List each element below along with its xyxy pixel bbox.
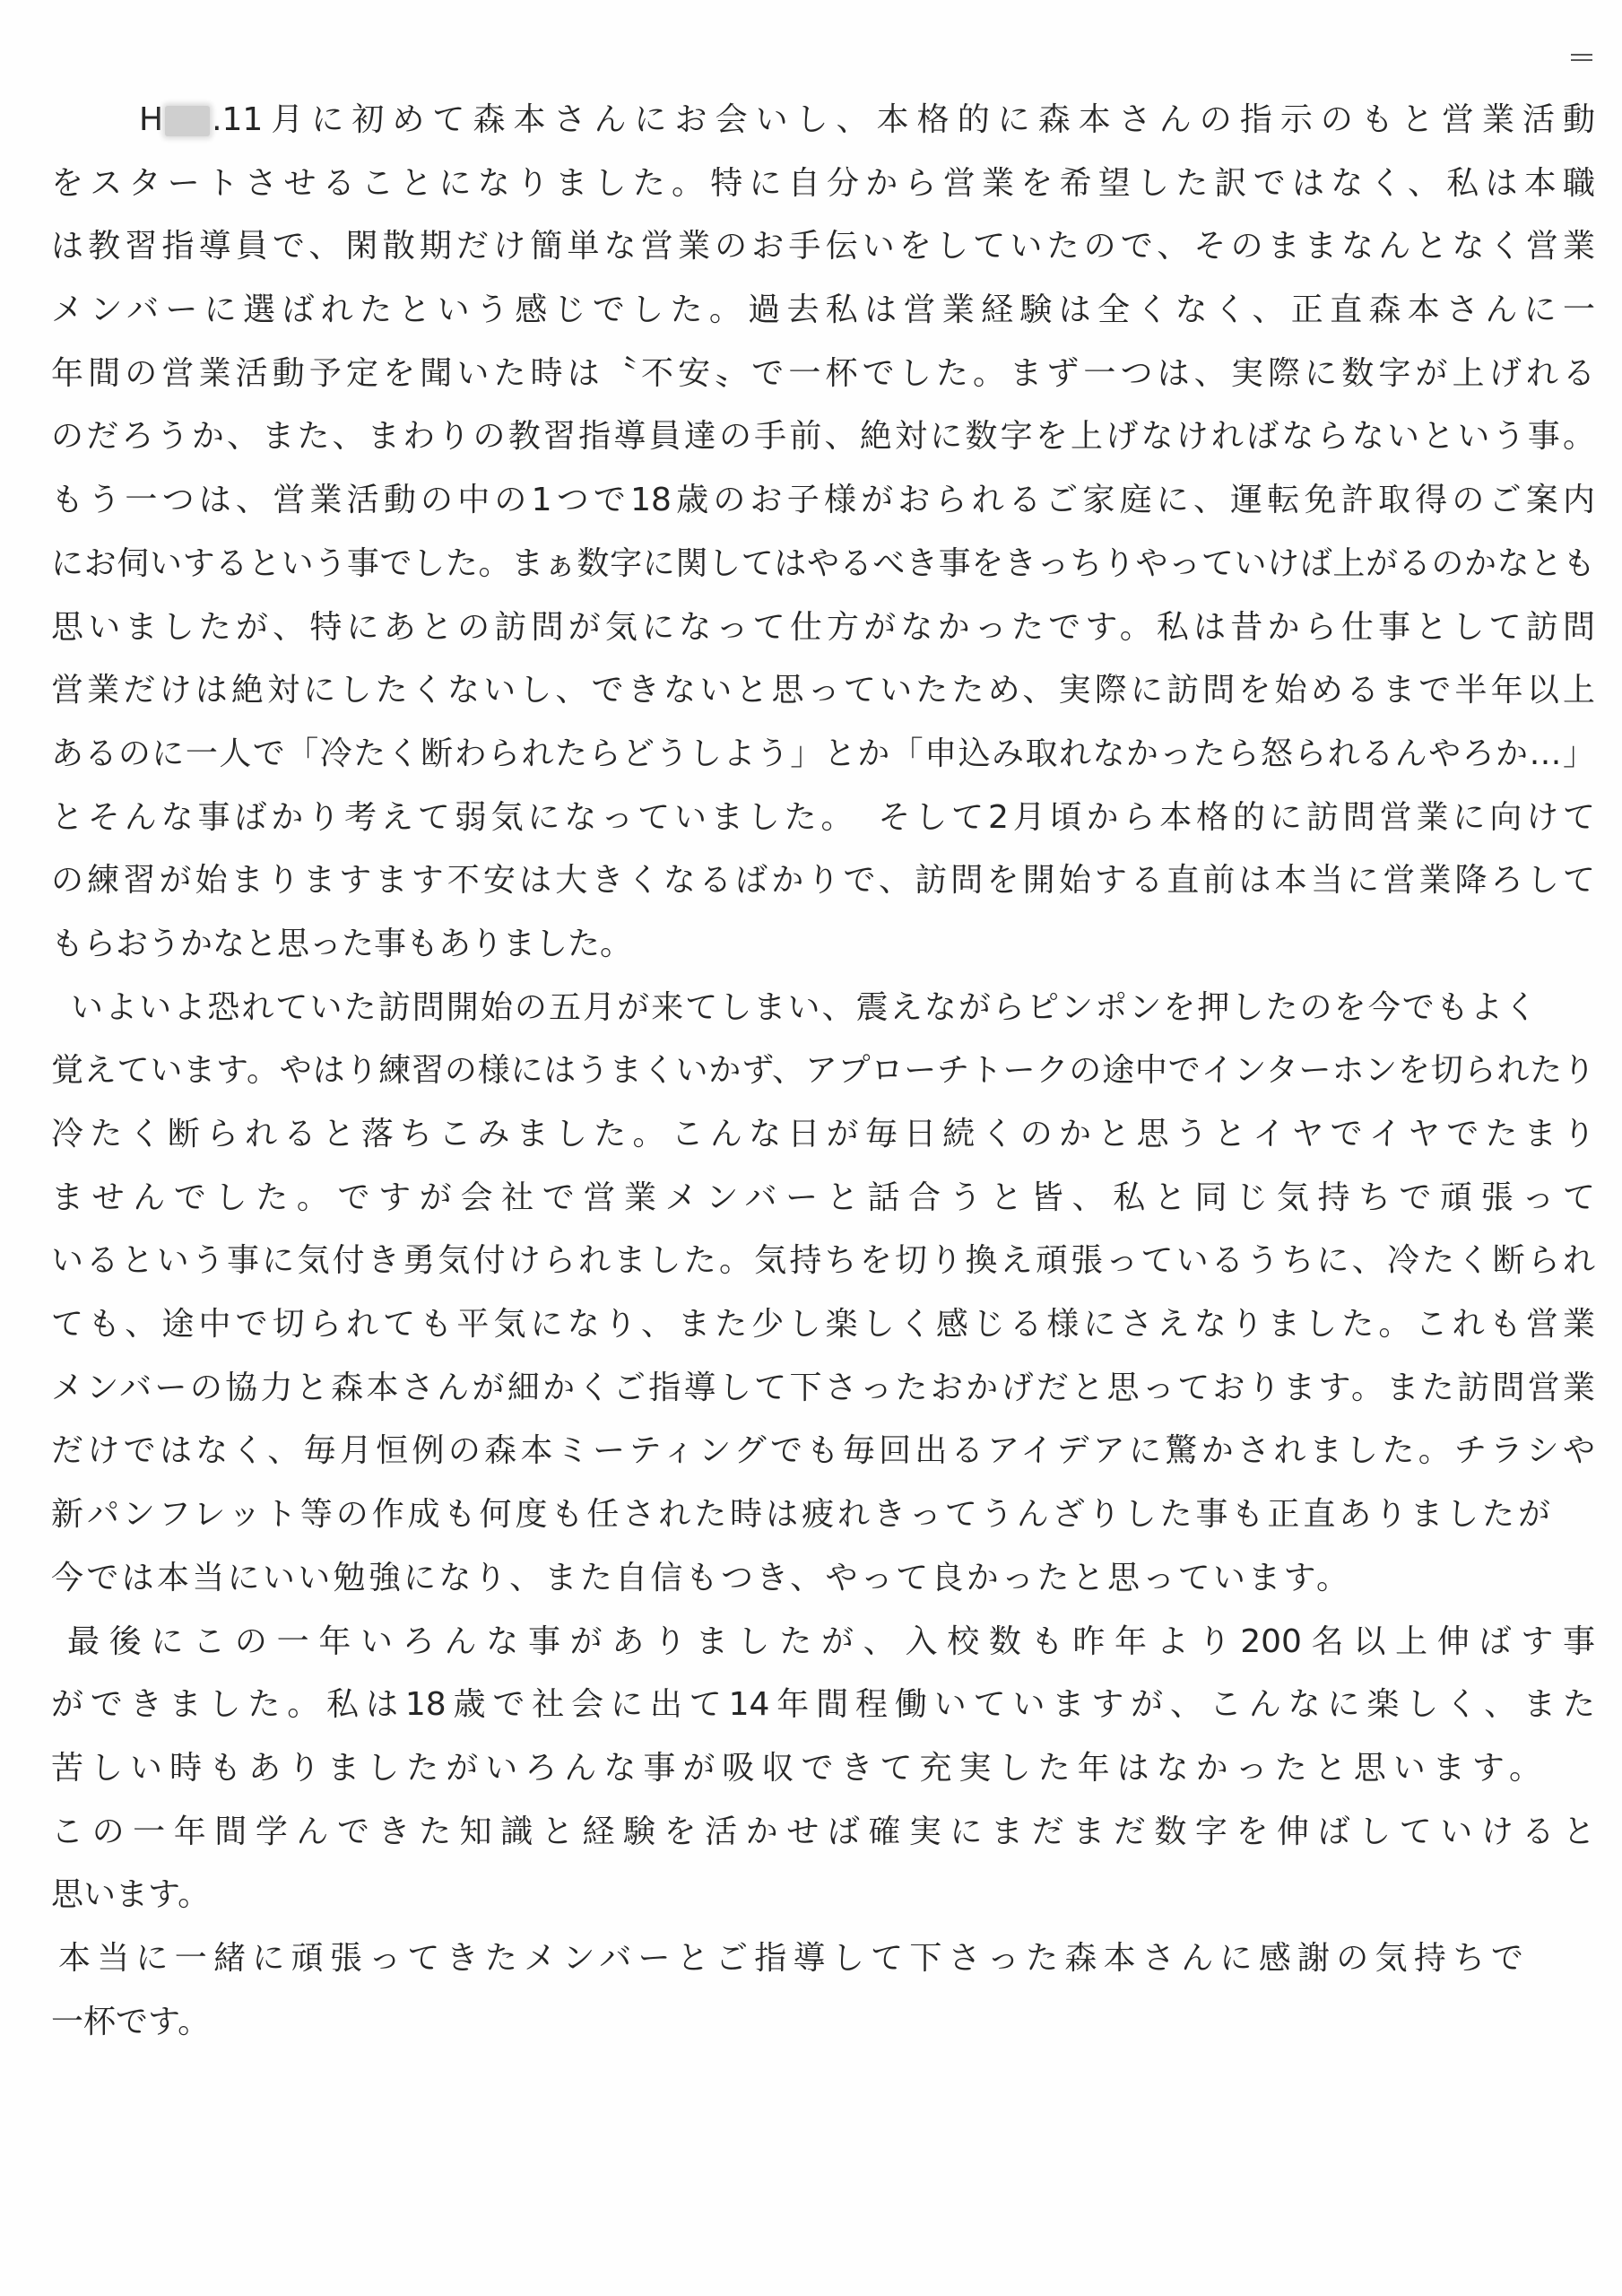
letter-line: 今では本当にいい勉強になり、また自信もつき、やって良かったと思っています。 (51, 1559, 1349, 1596)
letter-line: メンバーに選ばれたという感じでした。過去私は営業経験は全くなく、正直森本さんに一 (51, 291, 1595, 329)
letter-line: あるのに一人で「冷たく断わられたらどうしよう」とか「申込み取れなかったら怒られるんやろか…」 (51, 735, 1595, 772)
letter-line: 最後にこの一年いろんな事がありましたが、入校数も昨年より200名以上伸ばす事 (67, 1622, 1595, 1660)
letter-line: いよいよ恐れていた訪問開始の五月が来てしまい、震えながらピンポンを押したのを今でもよく (71, 988, 1537, 1026)
letter-line: いるという事に気付き勇気付けられました。気持ちを切り換え頑張っているうちに、冷たく断られ (51, 1242, 1595, 1280)
letter-line: の練習が始まりますます不安は大きくなるばかりで、訪問を開始する直前は本当に営業降ろして (51, 862, 1595, 900)
letter-line (51, 89, 1595, 152)
letter-line: は教習指導員で、閑散期だけ簡単な営業のお手伝いをしていたので、そのままなんとなく営業 (51, 228, 1595, 265)
letter-line: にお伺いするという事でした。まぁ数字に関してはやるべき事をきっちりやっていけば上がるのかなとも (51, 544, 1595, 582)
letter-line: をスタートさせることになりました。特に自分から営業を希望した訳ではなく、私は本職 (51, 164, 1595, 202)
letter-line: ませんでした。ですが会社で営業メンバーと話合うと皆、私と同じ気持ちで頑張って (51, 1178, 1595, 1216)
letter-line: 覚えています。やはり練習の様にはうまくいかず、アプローチトークの途中でインターホンを切られたり (51, 1052, 1595, 1090)
letter-line: 新パンフレット等の作成も何度も任された時は疲れきってうんざりした事も正直ありましたが (51, 1496, 1550, 1534)
letter-line: 年間の営業活動予定を聞いた時は〝不安〟で一杯でした。まず一つは、実際に数字が上げれる (51, 354, 1595, 392)
letter-line: もう一つは、営業活動の中の1つで18歳のお子様がおられるご家庭に、運転免許取得のご案内 (51, 482, 1595, 519)
letter-line: 本当に一緒に頑張ってきたメンバーとご指導して下さった森本さんに感謝の気持ちで (58, 1939, 1523, 1977)
letter-line: この一年間学んできた知識と経験を活かせば確実にまだまだ数字を伸ばしていけると (51, 1813, 1595, 1850)
letter-line: 一杯です。 (51, 2003, 211, 2040)
letter-line: のだろうか、また、まわりの教習指導員達の手前、絶対に数字を上げなければならないという事。 (51, 418, 1595, 456)
letter-line: 営業だけは絶対にしたくないし、できないと思っていたため、実際に訪問を始めるまで半年以上 (51, 672, 1595, 709)
corner-mark (1571, 52, 1592, 63)
letter-line: 思います。 (51, 1876, 211, 1914)
letter-line: とそんな事ばかり考えて弱気になっていました。 そして2月頃から本格的に訪問営業に向けて (51, 798, 1595, 836)
redacted-year (165, 106, 210, 136)
letter-line: 苦しい時もありましたがいろんな事が吸収できて充実した年はなかったと思います。 (51, 1749, 1541, 1787)
letter-body (51, 89, 1595, 2054)
letter-line: メンバーの協力と森本さんが細かくご指導して下さったおかげだと思っております。また訪問営業 (51, 1369, 1595, 1406)
letter-line: もらおうかなと思った事もありました。 (51, 925, 633, 962)
letter-line: ができました。私は18歳で社会に出て14年間程働いていますが、こんなに楽しく、また (51, 1686, 1595, 1724)
era-prefix: H (139, 101, 164, 138)
letter-line: ても、途中で切られても平気になり、また少し楽しく感じる様にさえなりました。これも営業 (51, 1306, 1595, 1344)
letter-line: 思いましたが、特にあとの訪問が気になって仕方がなかったです。私は昔から仕事として訪問 (51, 608, 1595, 646)
letter-line-text: .11月に初めて森本さんにお会いし、本格的に森本さんの指示のもと営業活動 (212, 101, 1595, 138)
letter-line: 冷たく断られると落ちこみました。こんな日が毎日続くのかと思うとイヤでイヤでたまり (51, 1116, 1595, 1152)
letter-line: だけではなく、毎月恒例の森本ミーティングでも毎回出るアイデアに驚かされました。チラシや (51, 1432, 1595, 1470)
